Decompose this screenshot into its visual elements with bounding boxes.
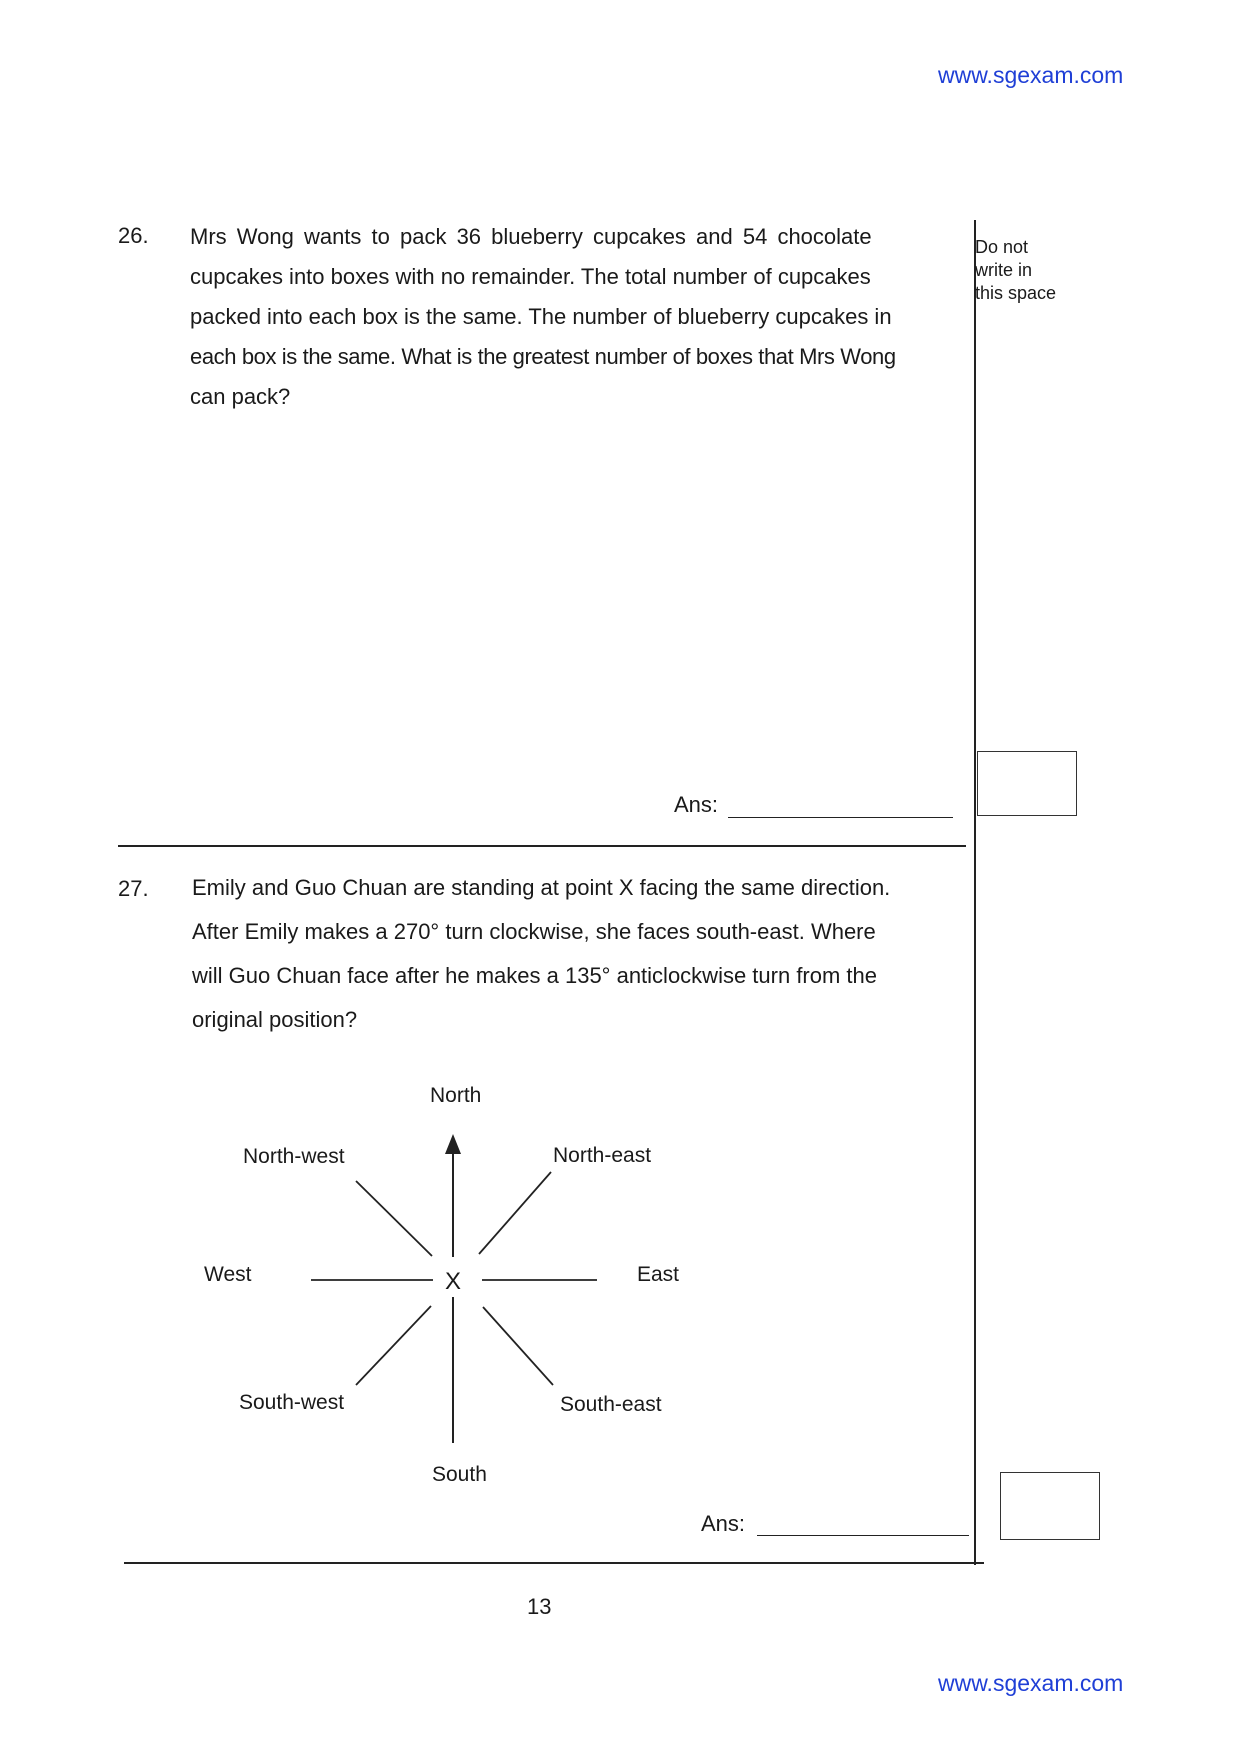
compass-west-label: West	[204, 1263, 252, 1286]
compass-north-west-label: North-west	[243, 1145, 345, 1168]
q27-line: Emily and Guo Chuan are standing at point X facing the same direction.	[192, 875, 891, 900]
q27-number: 27.	[118, 876, 149, 901]
q27-marks-box	[1000, 1472, 1100, 1540]
q26-line: can pack?	[190, 384, 291, 409]
q26-line: cupcakes into boxes with no remainder. The total number of cupcakes	[190, 264, 871, 289]
compass-north-east-label: North-east	[553, 1144, 652, 1167]
bottom-rule	[124, 1562, 984, 1564]
q26-number: 26.	[118, 223, 149, 248]
north-west-line	[356, 1181, 432, 1256]
margin-note-line: write in	[975, 260, 1033, 280]
margin-note-line: this space	[975, 283, 1057, 303]
q26-line: each box is the same. What is the greatest number of boxes that Mrs Wong	[190, 344, 896, 369]
compass-south-west-label: South-west	[239, 1391, 345, 1414]
compass-south-east-label: South-east	[560, 1393, 662, 1416]
q26-ans-label: Ans:	[674, 792, 719, 817]
q27-line: will Guo Chuan face after he makes a 135° anticlockwise turn from the	[192, 963, 878, 988]
south-east-line	[483, 1307, 553, 1385]
q27-answer-field[interactable]	[757, 1535, 969, 1536]
compass-south-label: South	[432, 1463, 487, 1486]
footer-site-link[interactable]: www.sgexam.com	[938, 1670, 1124, 1696]
compass-center-x: X	[445, 1268, 462, 1295]
q27-line: original position?	[192, 1007, 358, 1032]
q27-line: After Emily makes a 270° turn clockwise, she faces south-east. Where	[192, 919, 876, 944]
compass-east-label: East	[637, 1263, 680, 1286]
q26-line: packed into each box is the same. The number of blueberry cupcakes in	[190, 304, 892, 329]
page-number: 13	[527, 1594, 552, 1619]
south-west-line	[356, 1306, 431, 1385]
q26-line: Mrs Wong wants to pack 36 blueberry cupcakes and 54 chocolate	[190, 224, 872, 249]
q27-ans-label: Ans:	[701, 1511, 746, 1536]
compass-north-label: North	[430, 1084, 482, 1107]
header-site-link[interactable]: www.sgexam.com	[938, 62, 1124, 88]
north-east-line	[479, 1172, 551, 1254]
margin-note-line: Do not	[975, 237, 1029, 257]
